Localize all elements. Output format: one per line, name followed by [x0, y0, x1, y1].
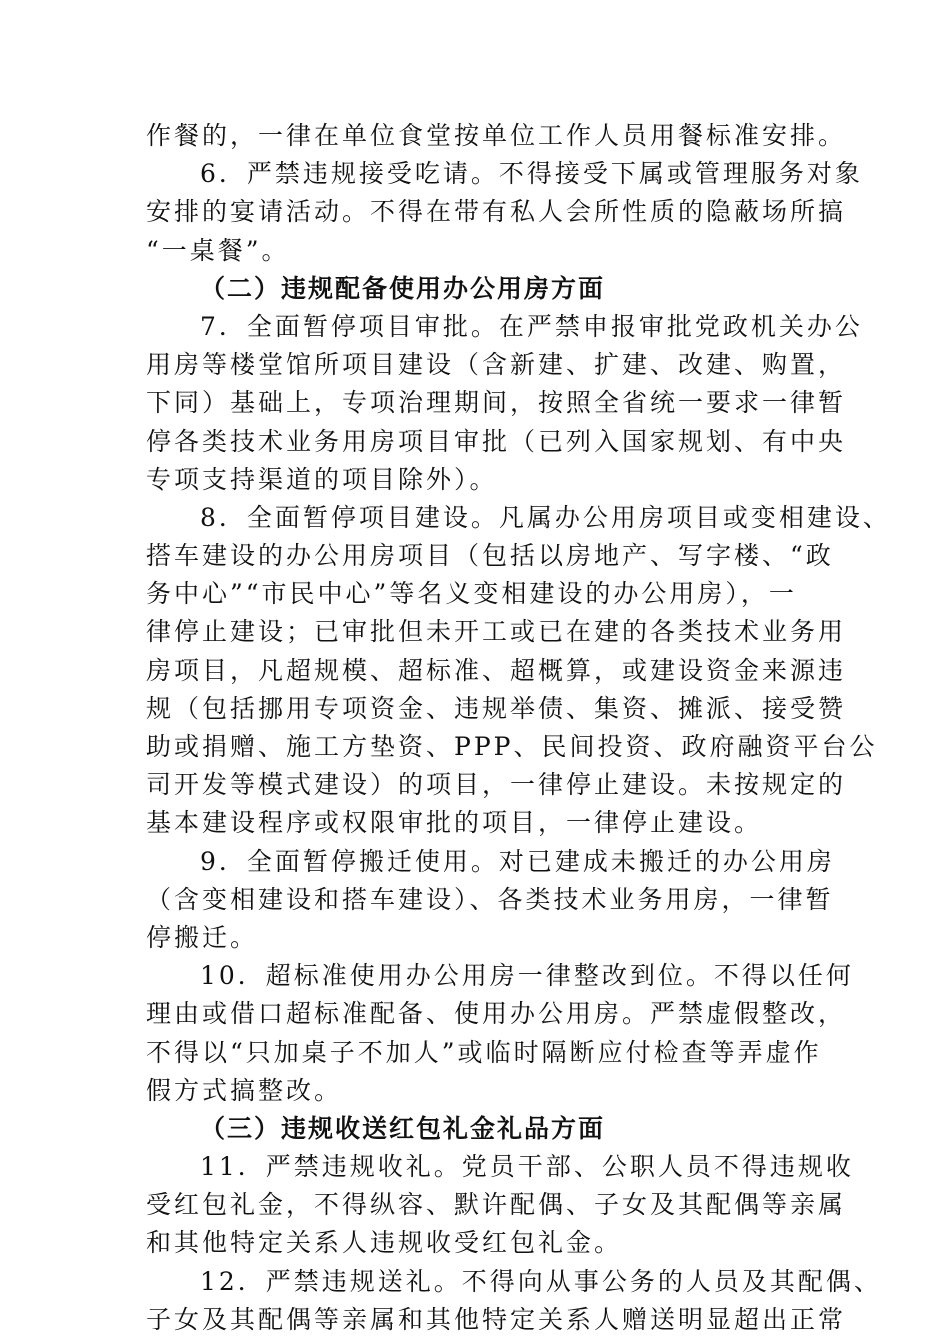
text-line: 用房等楼堂馆所项目建设（含新建、扩建、改建、购置， [146, 350, 847, 380]
text-line: 基本建设程序或权限审批的项目，一律停止建设。 [146, 808, 763, 838]
text-line: 和其他特定关系人违规收受红包礼金。 [146, 1228, 623, 1258]
text-line: “一桌餐”。 [146, 235, 290, 265]
text-line: 6．严禁违规接受吃请。不得接受下属或管理服务对象 [200, 159, 863, 189]
text-line: 10．超标准使用办公用房一律整改到位。不得以任何 [200, 961, 854, 991]
text-line: 下同）基础上，专项治理期间，按照全省统一要求一律暂 [146, 388, 847, 418]
section-heading: （三）违规收送红包礼金礼品方面 [200, 1113, 606, 1143]
text-line: 理由或借口超标准配备、使用办公用房。严禁虚假整改， [146, 999, 847, 1029]
text-line: 作餐的，一律在单位食堂按单位工作人员用餐标准安排。 [146, 121, 847, 150]
text-line: 停搬迁。 [146, 922, 259, 952]
text-line: 12．严禁违规送礼。不得向从事公务的人员及其配偶、 [200, 1266, 882, 1296]
text-line: 停各类技术业务用房项目审批（已列入国家规划、有中央 [146, 426, 847, 456]
text-line: 务中心”“市民中心”等名义变相建设的办公用房），一 [146, 579, 797, 609]
text-line: （含变相建设和搭车建设）、各类技术业务用房，一律暂 [146, 884, 834, 914]
text-line: 司开发等模式建设）的项目，一律停止建设。未按规定的 [146, 770, 847, 800]
text-line: 助或捐赠、施工方垫资、PPP、民间投资、政府融资平台公 [146, 732, 878, 761]
text-line: 规（包括挪用专项资金、违规举债、集资、摊派、接受赞 [146, 693, 847, 723]
section-heading: （二）违规配备使用办公用房方面 [200, 273, 606, 303]
text-line: 9．全面暂停搬迁使用。对已建成未搬迁的办公用房 [200, 846, 835, 876]
text-line: 搭车建设的办公用房项目（包括以房地产、写字楼、“政 [146, 541, 834, 571]
text-line: 7．全面暂停项目审批。在严禁申报审批党政机关办公 [200, 311, 863, 341]
text-line: 11．严禁违规收礼。党员干部、公职人员不得违规收 [200, 1152, 854, 1182]
text-line: 专项支持渠道的项目除外）。 [146, 464, 498, 494]
document-page [146, 117, 891, 1339]
text-line: 房项目，凡超规模、超标准、超概算，或建设资金来源违 [146, 655, 847, 685]
text-line: 8．全面暂停项目建设。凡属办公用房项目或变相建设、 [200, 502, 891, 532]
text-line: 不得以“只加桌子不加人”或临时隔断应付检查等弄虚作 [146, 1037, 822, 1067]
text-line: 受红包礼金，不得纵容、默许配偶、子女及其配偶等亲属 [146, 1190, 847, 1220]
text-line: 子女及其配偶等亲属和其他特定关系人赠送明显超出正常 [146, 1304, 847, 1334]
text-line: 假方式搞整改。 [146, 1075, 343, 1105]
text-line: 律停止建设；已审批但未开工或已在建的各类技术业务用 [146, 617, 847, 647]
text-line: 安排的宴请活动。不得在带有私人会所性质的隐蔽场所搞 [146, 197, 847, 227]
